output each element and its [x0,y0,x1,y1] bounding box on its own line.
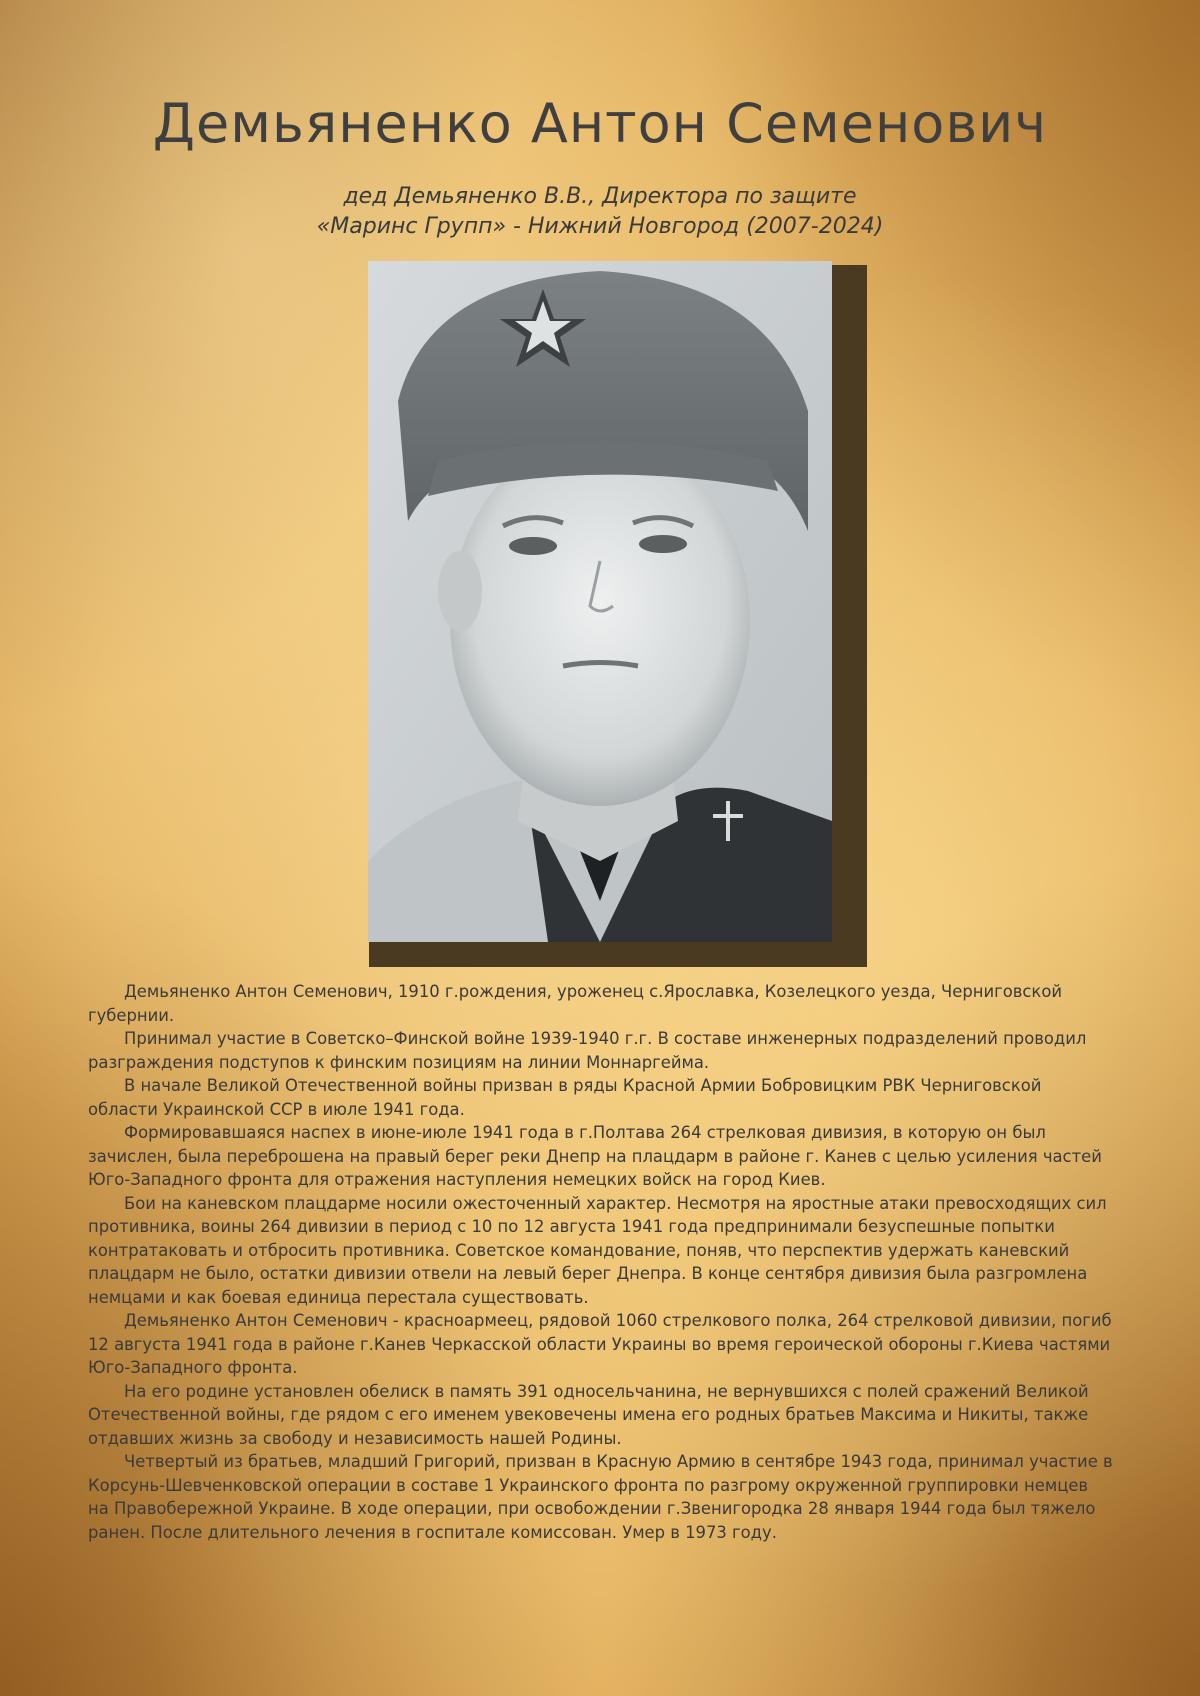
portrait-photo [368,261,832,942]
subtitle [0,182,1200,242]
bio-paragraph: Формировавшаяся наспех в июне-июле 1941 года в г.Полтава 264 стрелковая дивизия, в которую он был зачислен, была переброшена на правый берег реки Днепр на плацдарм в районе г. Канев с целью усиления частей Юго-Западного фронта для отражения наступления немецких войск на город Киев. [88,1123,1102,1189]
bio-paragraph: Демьяненко Антон Семенович, 1910 г.рождения, уроженец с.Ярославка, Козелецкого уезда, Черниговской губернии. [88,982,1062,1025]
page-title: Демьяненко Антон Семенович [152,92,1048,155]
subtitle-line-2: «Маринс Групп» - Нижний Новгород (2007-2024) [316,214,884,239]
bio-paragraph: Принимал участие в Советско–Финской войне 1939-1940 г.г. В составе инженерных подразделений проводил разграждения подступов к финским позициям на линии Моннаргейма. [88,1029,1087,1072]
bio-paragraph: Демьяненко Антон Семенович - красноармеец, рядовой 1060 стрелкового полка, 264 стрелковой дивизии, погиб 12 августа 1941 года в районе г.Канев Черкасской области Украины во время героической обороны г.Киева частями Юго-Западного фронта. [88,1311,1112,1377]
bio-paragraph: В начале Великой Отечественной войны призван в ряды Красной Армии Бобровицким РВК Черниговской области Украинской ССР в июле 1941 года. [88,1076,1042,1119]
bio-paragraph: На его родине установлен обелиск в память 391 односельчанина, не вернувшихся с полей сражений Великой Отечественной войны, где рядом с его именем увековечены имена его родных братьев Максима и Никиты, также отдавших жизнь за свободу и независимость нашей Родины. [88,1381,1089,1448]
biography [88,980,1114,1544]
bio-paragraph: Бои на каневском плацдарме носили ожесточенный характер. Несмотря на яростные атаки превосходящих сил противника, воины 264 дивизии в период с 10 по 12 августа 1941 года предпринимали безуспешные попытки контратаковать и отбросить противника. Советское командование, поняв, что перспектив удержать каневский плацдарм не было, остатки дивизии отвели на левый берег Днепра. В конце сентября дивизия была разгромлена немцами и как боевая единица перестала существовать. [88,1193,1107,1307]
bio-paragraph: Четвертый из братьев, младший Григорий, призван в Красную Армию в сентябре 1943 года, принимал участие в Корсунь-Шевченковской операции в составе 1 Украинского фронта по разгрому окруженной группировки немцев на Правобережной Украине. В ходе операции, при освобождении г.Звенигородка 28 января 1944 года был тяжело ранен. После длительного лечения в госпитале комиссован. Умер в 1973 году. [88,1452,1113,1542]
subtitle-line-1: дед Демьяненко В.В., Директора по защите [343,184,857,209]
